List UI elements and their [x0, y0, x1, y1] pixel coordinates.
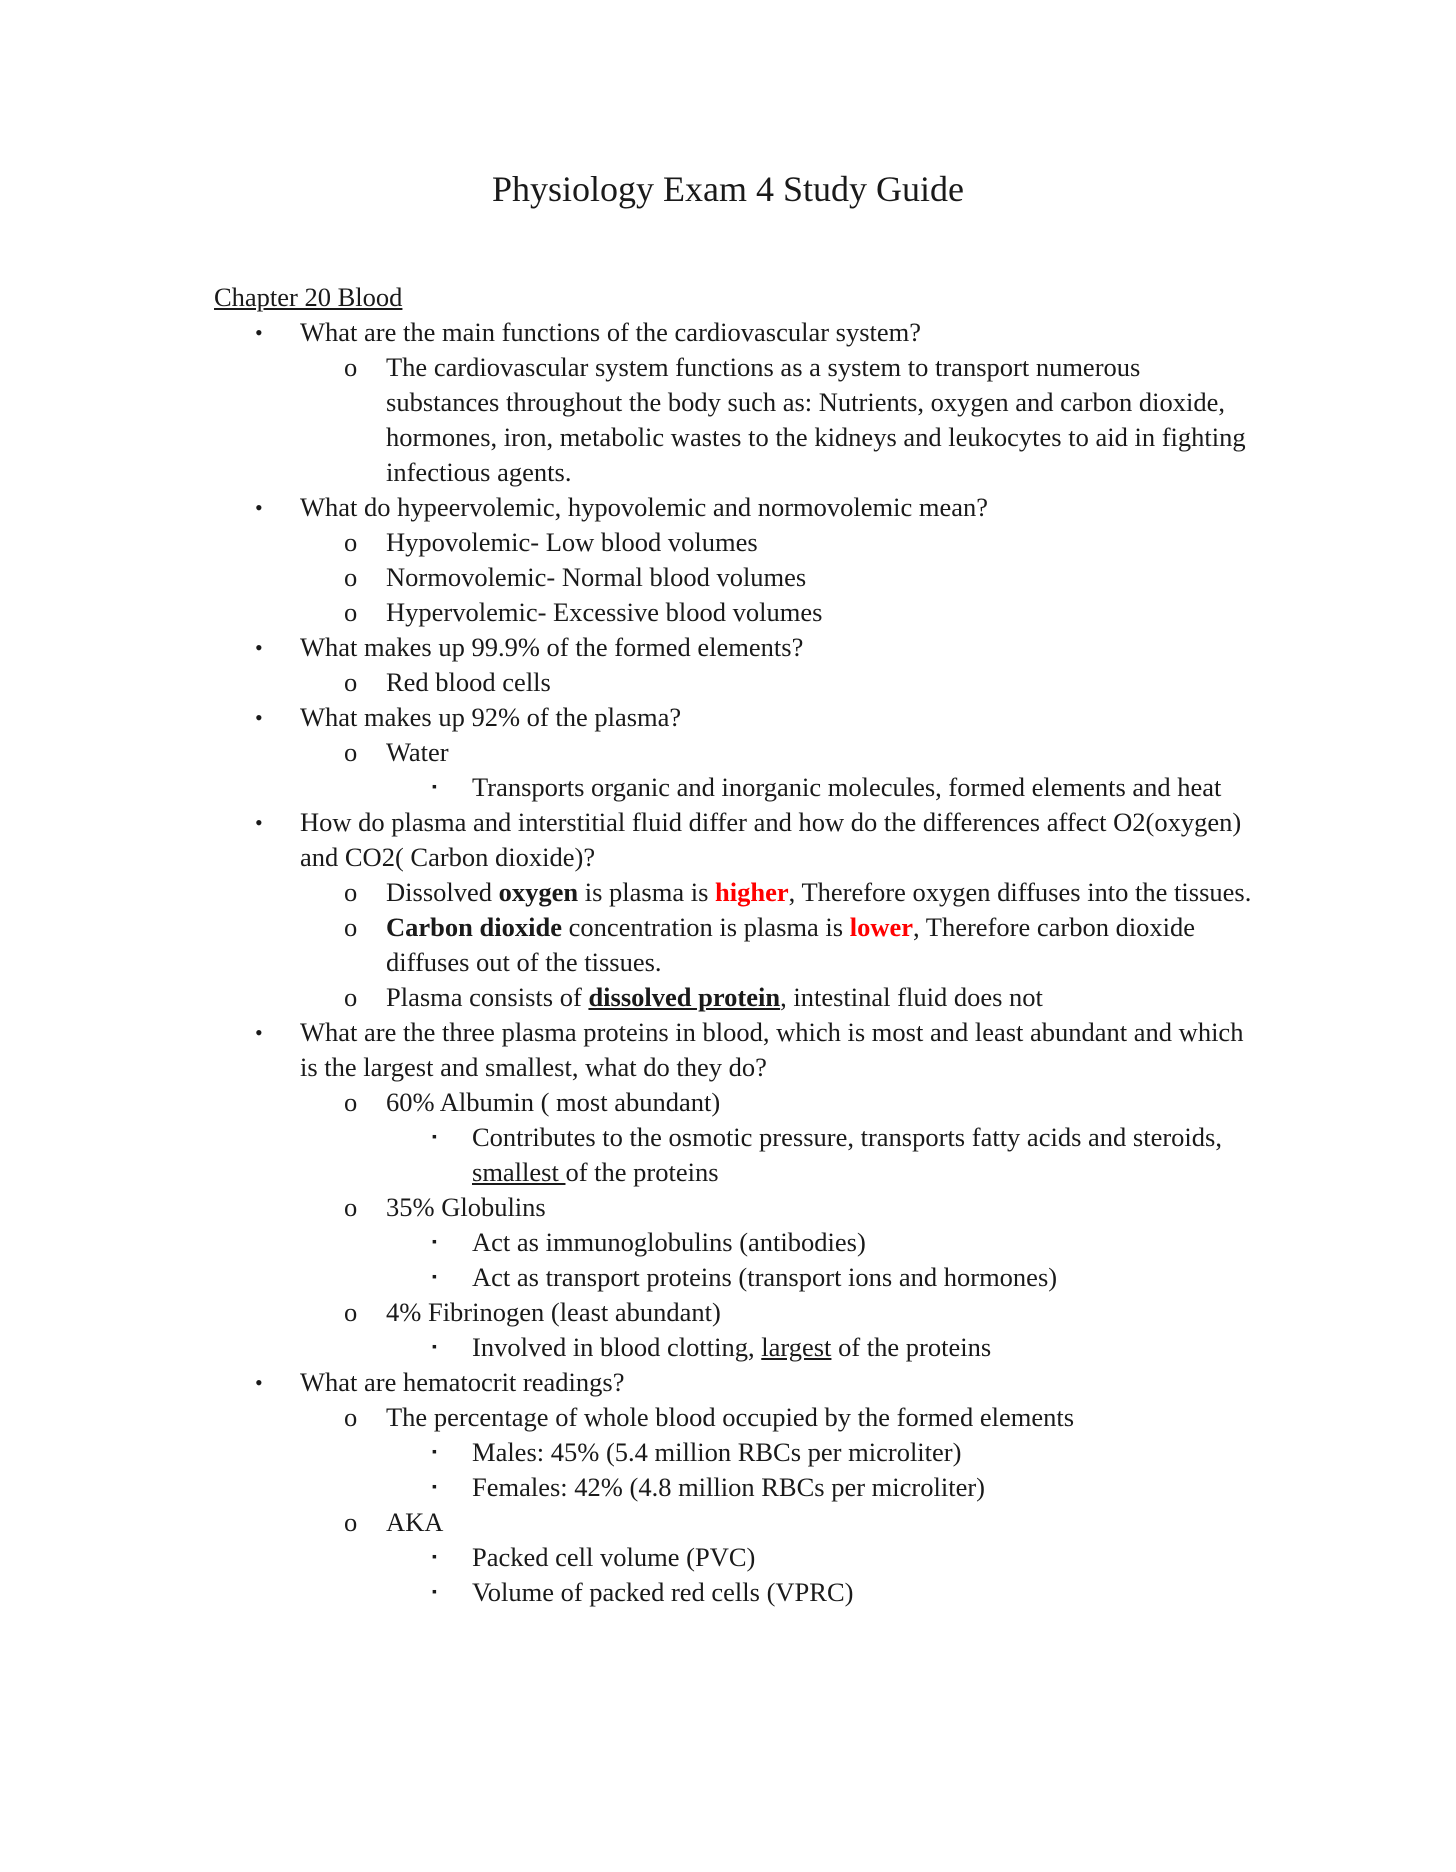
answer-item	[214, 980, 1254, 1015]
answer-item	[214, 1400, 1254, 1435]
circle-marker: o	[344, 562, 358, 592]
answer-item	[214, 350, 1254, 490]
question-text: What makes up 99.9% of the formed elements?	[300, 632, 804, 662]
answer-text: AKA	[386, 1507, 444, 1537]
answer-item	[214, 1190, 1254, 1225]
answer-text-part: is plasma is	[578, 877, 716, 907]
detail-item	[214, 1330, 1254, 1365]
page-title: Physiology Exam 4 Study Guide	[491, 169, 964, 209]
question-item	[214, 630, 1254, 665]
question-text: How do plasma and interstitial fluid differ and how do the differences affect O2(oxygen) and CO2( Carbon dioxide)?	[300, 807, 1242, 872]
square-marker: ▪	[432, 780, 437, 795]
underlined-term-largest: largest	[761, 1332, 832, 1362]
bold-term-oxygen: oxygen	[498, 877, 579, 907]
detail-text: Volume of packed red cells (VPRC)	[472, 1577, 854, 1607]
answer-item	[214, 595, 1254, 630]
study-guide-section	[214, 280, 1254, 1610]
circle-marker: o	[344, 1507, 358, 1537]
detail-text-part: of the proteins	[565, 1157, 719, 1187]
circle-marker: o	[344, 597, 358, 627]
highlight-higher: higher	[715, 877, 789, 907]
question-text: What do hypeervolemic, hypovolemic and normovolemic mean?	[300, 492, 989, 522]
answer-text: 35% Globulins	[386, 1192, 546, 1222]
circle-marker: o	[344, 982, 358, 1012]
circle-marker: o	[344, 877, 358, 907]
circle-marker: o	[344, 1087, 358, 1117]
detail-item	[214, 1120, 1254, 1190]
answer-item	[214, 1505, 1254, 1540]
answer-text-part: , Therefore oxygen diffuses into the tissues.	[788, 877, 1252, 907]
detail-item	[214, 1225, 1254, 1260]
bullet-marker: •	[255, 1370, 263, 1395]
question-item	[214, 700, 1254, 735]
circle-marker: o	[344, 527, 358, 557]
bullet-marker: •	[255, 635, 263, 660]
bullet-marker: •	[255, 810, 263, 835]
bold-term-carbon-dioxide: Carbon dioxide	[386, 912, 562, 942]
answer-item	[214, 525, 1254, 560]
detail-text: Packed cell volume (PVC)	[472, 1542, 756, 1572]
detail-text-part: Contributes to the osmotic pressure, transports fatty acids and steroids,	[472, 1122, 1222, 1152]
answer-item	[214, 735, 1254, 770]
answer-item	[214, 1085, 1254, 1120]
detail-text: Transports organic and inorganic molecules, formed elements and heat	[472, 772, 1222, 802]
underlined-term-smallest: smallest	[472, 1157, 566, 1187]
bold-term-dissolved-protein: dissolved protein	[588, 982, 781, 1012]
question-text: What are the three plasma proteins in blood, which is most and least abundant and which is the largest and smallest, what do they do?	[300, 1017, 1244, 1082]
circle-marker: o	[344, 667, 358, 697]
circle-marker: o	[344, 1192, 358, 1222]
question-item	[214, 1015, 1254, 1085]
detail-text: Males: 45% (5.4 million RBCs per microliter)	[472, 1437, 962, 1467]
square-marker: ▪	[432, 1585, 437, 1600]
question-item	[214, 805, 1254, 875]
question-item	[214, 490, 1254, 525]
square-marker: ▪	[432, 1270, 437, 1285]
bullet-marker: •	[255, 705, 263, 730]
question-text: What makes up 92% of the plasma?	[300, 702, 682, 732]
question-item	[214, 1365, 1254, 1400]
question-item	[214, 315, 1254, 350]
bullet-marker: •	[255, 495, 263, 520]
question-text: What are the main functions of the cardiovascular system?	[300, 317, 922, 347]
detail-item	[214, 1470, 1254, 1505]
answer-text-part: , intestinal fluid does not	[780, 982, 1043, 1012]
answer-item	[214, 560, 1254, 595]
answer-text: The percentage of whole blood occupied by the formed elements	[386, 1402, 1075, 1432]
square-marker: ▪	[432, 1480, 437, 1495]
circle-marker: o	[344, 912, 358, 942]
square-marker: ▪	[432, 1235, 437, 1250]
answer-item	[214, 910, 1254, 980]
square-marker: ▪	[432, 1550, 437, 1565]
detail-item	[214, 1260, 1254, 1295]
answer-text: Water	[386, 737, 449, 767]
answer-text: The cardiovascular system functions as a system to transport numerous substances throughout the body such as: Nutrients, oxygen and carbon dioxide, hormones, iron, metabolic wastes to the kidneys and leukocytes to aid in fighting infectious agents.	[386, 352, 1246, 487]
detail-item	[214, 770, 1254, 805]
circle-marker: o	[344, 352, 358, 382]
detail-text-part: of the proteins	[831, 1332, 992, 1362]
circle-marker: o	[344, 1297, 358, 1327]
square-marker: ▪	[432, 1445, 437, 1460]
answer-text: Red blood cells	[386, 667, 551, 697]
bullet-marker: •	[255, 320, 263, 345]
answer-text-part: Plasma consists of	[386, 982, 589, 1012]
answer-item	[214, 665, 1254, 700]
detail-item	[214, 1435, 1254, 1470]
bullet-marker: •	[255, 1020, 263, 1045]
answer-text: 4% Fibrinogen (least abundant)	[386, 1297, 721, 1327]
answer-text: 60% Albumin ( most abundant)	[386, 1087, 721, 1117]
answer-text-part: concentration is plasma is	[561, 912, 850, 942]
detail-text: Females: 42% (4.8 million RBCs per microliter)	[472, 1472, 985, 1502]
answer-text: Hypovolemic- Low blood volumes	[386, 527, 758, 557]
detail-text: Act as transport proteins (transport ions and hormones)	[472, 1262, 1058, 1292]
answer-item	[214, 1295, 1254, 1330]
answer-text-part: , Therefore carbon dioxide diffuses out of the tissues.	[386, 912, 1196, 977]
question-text: What are hematocrit readings?	[300, 1367, 625, 1397]
square-marker: ▪	[432, 1340, 437, 1355]
answer-text-part: Dissolved	[386, 877, 499, 907]
circle-marker: o	[344, 737, 358, 767]
detail-text: Act as immunoglobulins (antibodies)	[472, 1227, 866, 1257]
highlight-lower: lower	[849, 912, 913, 942]
chapter-heading: Chapter 20 Blood	[214, 282, 403, 312]
circle-marker: o	[344, 1402, 358, 1432]
answer-item	[214, 875, 1254, 910]
answer-text: Normovolemic- Normal blood volumes	[386, 562, 807, 592]
square-marker: ▪	[432, 1130, 437, 1145]
detail-text-part: Involved in blood clotting,	[472, 1332, 762, 1362]
answer-text: Hypervolemic- Excessive blood volumes	[386, 597, 823, 627]
detail-item	[214, 1575, 1254, 1610]
detail-item	[214, 1540, 1254, 1575]
